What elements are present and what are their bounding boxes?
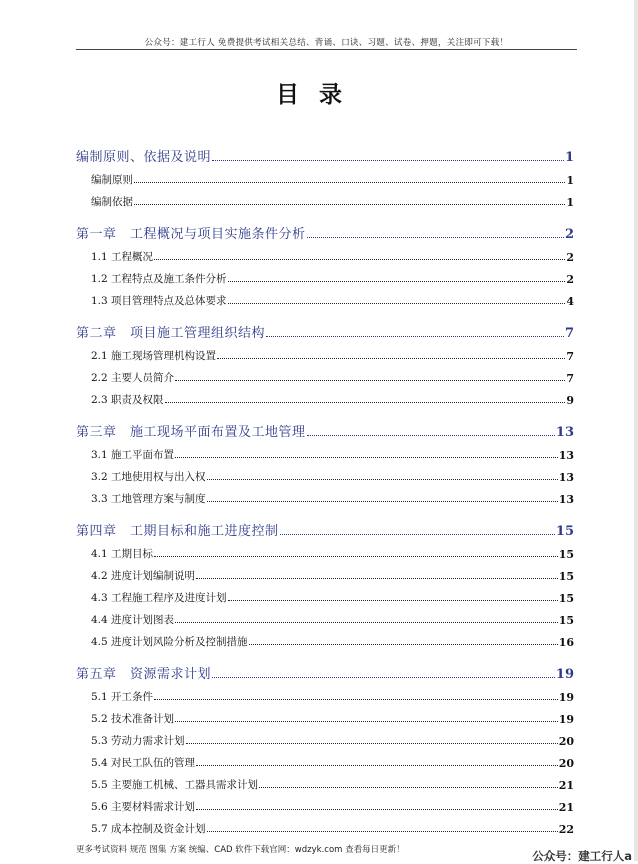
toc-section-entry[interactable] — [76, 462, 574, 484]
toc-section-entry[interactable] — [76, 165, 574, 187]
toc-chapter-entry[interactable] — [76, 218, 574, 242]
toc-page-number: 22 — [558, 823, 574, 836]
toc-section-entry[interactable] — [76, 242, 574, 264]
toc-entry-label: 编制原则 — [91, 174, 133, 186]
toc-entry-label: 5.2 技术准备计划 — [91, 713, 175, 725]
toc-section-entry[interactable] — [76, 385, 574, 407]
toc-section-entry[interactable] — [76, 814, 574, 836]
toc-dot-leader — [186, 742, 558, 744]
toc-page-number: 19 — [555, 667, 574, 682]
toc-dot-leader — [228, 599, 558, 601]
toc-section-entry[interactable] — [76, 341, 574, 363]
toc-dot-leader — [134, 181, 565, 183]
toc-page-number: 19 — [558, 691, 574, 704]
toc-section-entry[interactable] — [76, 605, 574, 627]
toc-dot-leader — [212, 159, 564, 161]
page-header-notice: 公众号：建工行人 免费提供考试相关总结、背诵、口诀、习题、试卷、押题，关注即可下载！ — [144, 38, 509, 48]
toc-page-number: 13 — [558, 471, 574, 484]
toc-chapter-entry[interactable] — [76, 317, 574, 341]
toc-dot-leader — [228, 280, 566, 282]
toc-entry-label: 5.1 开工条件 — [91, 691, 154, 703]
toc-dot-leader — [175, 720, 558, 722]
toc-section-entry[interactable] — [76, 726, 574, 748]
toc-chapter-entry[interactable] — [76, 658, 574, 682]
toc-dot-leader — [207, 830, 558, 832]
toc-entry-label: 5.6 主要材料需求计划 — [91, 801, 196, 813]
toc-section-entry[interactable] — [76, 561, 574, 583]
toc-dot-leader — [175, 621, 558, 623]
watermark: 公众号：建工行人a — [532, 849, 632, 863]
toc-section-entry[interactable] — [76, 627, 574, 649]
toc-dot-leader — [196, 764, 558, 766]
toc-dot-leader — [154, 555, 558, 557]
toc-entry-label: 5.5 主要施工机械、工器具需求计划 — [91, 779, 259, 791]
toc-entry-label: 第四章 工期目标和施工进度控制 — [76, 524, 279, 539]
toc-dot-leader — [196, 808, 558, 810]
toc-entry-label: 编制依据 — [91, 196, 133, 208]
toc-dot-leader — [249, 643, 558, 645]
toc-dot-leader — [280, 533, 555, 535]
toc-entry-label: 第三章 施工现场平面布置及工地管理 — [76, 425, 306, 440]
toc-page-number: 7 — [566, 372, 574, 385]
toc-dot-leader — [228, 302, 566, 304]
toc-entry-label: 5.4 对民工队伍的管理 — [91, 757, 196, 769]
toc-dot-leader — [259, 786, 558, 788]
toc-section-entry[interactable] — [76, 748, 574, 770]
toc-dot-leader — [207, 500, 558, 502]
toc-page-number: 21 — [558, 779, 574, 792]
toc-entry-label: 5.3 劳动力需求计划 — [91, 735, 185, 747]
toc-page-number: 13 — [558, 493, 574, 506]
toc-page-number: 2 — [566, 251, 574, 264]
toc-page-number: 7 — [566, 350, 574, 363]
toc-section-entry[interactable] — [76, 363, 574, 385]
toc-dot-leader — [196, 577, 558, 579]
toc-chapter-entry[interactable] — [76, 141, 574, 165]
toc-page-number: 2 — [564, 227, 574, 242]
toc-entry-label: 4.4 进度计划图表 — [91, 614, 175, 626]
toc-section-entry[interactable] — [76, 682, 574, 704]
page-edge — [634, 0, 638, 861]
toc-page-number: 2 — [566, 273, 574, 286]
toc-entry-label: 第二章 项目施工管理组织结构 — [76, 326, 266, 341]
toc-entry-label: 5.7 成本控制及资金计划 — [91, 823, 206, 835]
toc-section-entry[interactable] — [76, 770, 574, 792]
toc-page-number: 20 — [558, 735, 574, 748]
toc-section-entry[interactable] — [76, 539, 574, 561]
toc-section-entry[interactable] — [76, 286, 574, 308]
toc-dot-leader — [217, 357, 565, 359]
toc-dot-leader — [134, 203, 565, 205]
toc-entry-label: 2.3 职责及权限 — [91, 394, 164, 406]
toc-dot-leader — [307, 434, 555, 436]
toc-entry-label: 4.5 进度计划风险分析及控制措施 — [91, 636, 248, 648]
toc-dot-leader — [175, 456, 558, 458]
toc-dot-leader — [175, 379, 565, 381]
toc-entry-label: 3.1 施工平面布置 — [91, 449, 175, 461]
toc-entry-label: 编制原则、依据及说明 — [76, 150, 212, 165]
toc-dot-leader — [266, 335, 564, 337]
toc-dot-leader — [165, 401, 566, 403]
toc-entry-label: 1.2 工程特点及施工条件分析 — [91, 273, 227, 285]
toc-page-number: 9 — [566, 394, 574, 407]
toc-section-entry[interactable] — [76, 792, 574, 814]
header-rule — [76, 49, 577, 50]
toc-page-number: 19 — [558, 713, 574, 726]
toc-page-number: 15 — [558, 592, 574, 605]
toc-entry-label: 2.2 主要人员简介 — [91, 372, 175, 384]
toc-section-entry[interactable] — [76, 264, 574, 286]
toc-chapter-entry[interactable] — [76, 515, 574, 539]
toc-page-number: 4 — [566, 295, 574, 308]
toc-entry-label: 4.2 进度计划编制说明 — [91, 570, 196, 582]
toc-page-number: 15 — [558, 548, 574, 561]
toc-section-entry[interactable] — [76, 187, 574, 209]
toc-dot-leader — [154, 258, 565, 260]
toc-page-number: 1 — [566, 174, 574, 187]
toc-page-number: 15 — [555, 524, 574, 539]
toc-page-number: 20 — [558, 757, 574, 770]
toc-entry-label: 3.2 工地使用权与出入权 — [91, 471, 206, 483]
toc-entry-label: 1.3 项目管理特点及总体要求 — [91, 295, 227, 307]
toc-dot-leader — [154, 698, 558, 700]
toc-entry-label: 1.1 工程概况 — [91, 251, 154, 263]
toc-section-entry[interactable] — [76, 484, 574, 506]
toc-section-entry[interactable] — [76, 440, 574, 462]
toc-page-number: 15 — [558, 570, 574, 583]
page-title: 目录 — [276, 82, 362, 108]
toc-entry-label: 2.1 施工现场管理机构设置 — [91, 350, 217, 362]
toc-entry-label: 第五章 资源需求计划 — [76, 667, 212, 682]
toc-page-number: 1 — [566, 196, 574, 209]
toc-section-entry[interactable] — [76, 583, 574, 605]
toc-section-entry[interactable] — [76, 704, 574, 726]
toc-entry-label: 4.3 工程施工程序及进度计划 — [91, 592, 227, 604]
toc-page-number: 1 — [564, 150, 574, 165]
toc-entry-label: 4.1 工期目标 — [91, 548, 154, 560]
toc-dot-leader — [307, 236, 564, 238]
toc-chapter-entry[interactable] — [76, 416, 574, 440]
toc-page-number: 15 — [558, 614, 574, 627]
toc-dot-leader — [212, 676, 555, 678]
toc-page-number: 21 — [558, 801, 574, 814]
toc-entry-label: 第一章 工程概况与项目实施条件分析 — [76, 227, 306, 242]
toc-dot-leader — [207, 478, 558, 480]
toc-page-number: 13 — [558, 449, 574, 462]
toc-page-number: 13 — [555, 425, 574, 440]
toc-entry-label: 3.3 工地管理方案与制度 — [91, 493, 206, 505]
page-footer: 更多考试资料 规范 图集 方案 统编、CAD 软件下载官网：wdzyk.com 查看每日更新！ — [76, 845, 405, 855]
toc-page-number: 7 — [564, 326, 574, 341]
toc-page-number: 16 — [558, 636, 574, 649]
